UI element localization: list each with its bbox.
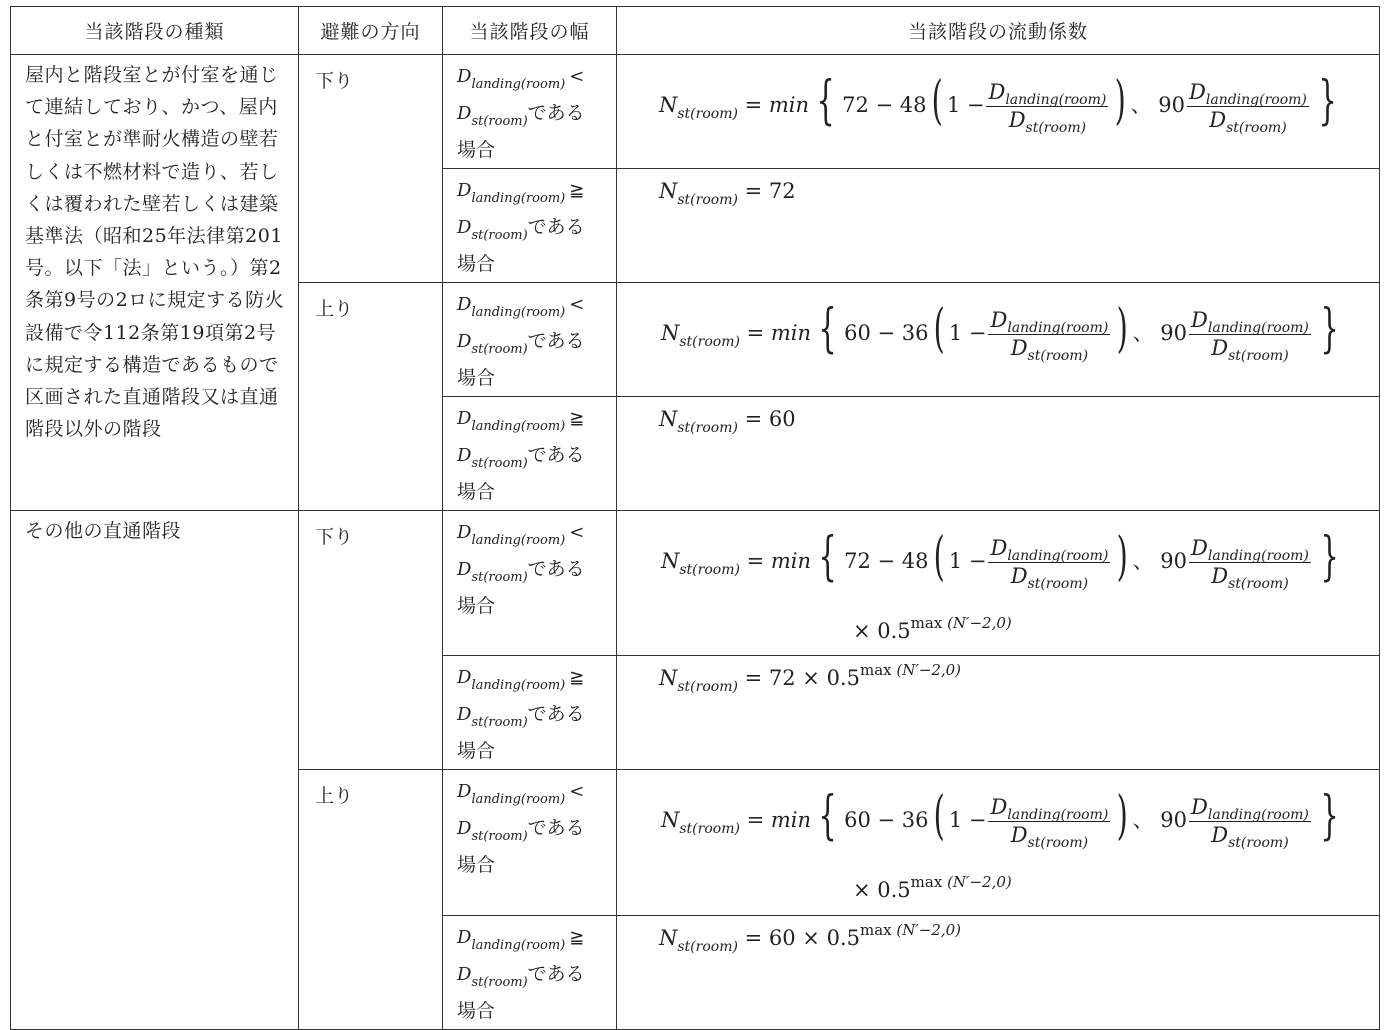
sub-landing: landing(room) xyxy=(471,305,566,320)
sub-st: st(room) xyxy=(679,334,740,350)
sub-st: st(room) xyxy=(677,939,738,955)
direction-down: 下り xyxy=(299,511,443,770)
sub-st: st(room) xyxy=(677,420,738,436)
condition-less-than xyxy=(443,770,617,916)
separator: 、 90 xyxy=(1132,321,1188,345)
comparison-op: < xyxy=(569,294,585,315)
sub-st: st(room) xyxy=(471,829,528,844)
exponent: max (N′−2,0) xyxy=(859,921,962,939)
sub-landing: landing(room) xyxy=(471,792,566,807)
var-d: D xyxy=(457,781,472,802)
multiplier: × $0.5^{max (N'-2,0)}$ xyxy=(853,614,1012,643)
header-width: 当該階段の幅 xyxy=(443,7,617,55)
formula-up-ge: $N_{st(room)} = 60$ xyxy=(617,397,1380,511)
suffix-text: 場合 xyxy=(457,740,496,762)
stair-type-2: その他の直通階段 xyxy=(11,511,299,1030)
var-d: D xyxy=(457,408,472,429)
var-n: N xyxy=(661,808,680,832)
sub-st: st(room) xyxy=(471,570,528,585)
condition-greater-equal xyxy=(443,656,617,770)
var-d: D xyxy=(457,331,472,352)
fraction: $\frac{D_{landing(room)}}{D_{st(room)}}$ xyxy=(990,536,1109,592)
suffix-text: である xyxy=(527,102,585,124)
var-d: D xyxy=(457,927,472,948)
formula-down-ge-n: $N_{st(room)} = 72 \times 0.5^{max (N'-2,0)}$ xyxy=(617,656,1380,770)
suffix-text: 場合 xyxy=(457,367,496,389)
sub-st: st(room) xyxy=(679,562,740,578)
sub-landing: landing(room) xyxy=(471,191,566,206)
var-d: D xyxy=(457,559,472,580)
condition-less-than xyxy=(443,511,617,656)
min-op: min xyxy=(770,549,812,573)
var-n: N xyxy=(659,926,678,950)
suffix-text: である xyxy=(527,444,585,466)
value: 72 xyxy=(768,666,796,690)
fraction: $\frac{D_{landing(room)}}{D_{st(room)}}$ xyxy=(990,308,1109,364)
var-d: D xyxy=(457,667,472,688)
sub-st: st(room) xyxy=(471,456,528,471)
constant-term: 60 − 36 xyxy=(844,808,929,832)
value: 60 xyxy=(768,926,796,950)
separator: 、 90 xyxy=(1130,93,1186,117)
var-d: D xyxy=(457,294,472,315)
sub-st: st(room) xyxy=(677,192,738,208)
suffix-text: である xyxy=(527,330,585,352)
sub-st: st(room) xyxy=(677,106,738,122)
min-op: min xyxy=(770,321,812,345)
sub-st: st(room) xyxy=(471,975,528,990)
direction-up: 上り xyxy=(299,283,443,511)
suffix-text: 場合 xyxy=(457,595,496,617)
suffix-text: である xyxy=(527,817,585,839)
condition-greater-equal xyxy=(443,397,617,511)
stair-type-1: 屋内と階段室とが付室を通じて連結しており、かつ、屋内と付室とが準耐火構造の壁若しくは不燃材料で造り、若しくは覆われた壁若しくは建築基準法（昭和25年法律第201号。以下「法」という。）第2条第9号の2ロに規定する防火設備で令112条第19項第2号に規定する構造であるもので区画された直通階段又は直通階段以外の階段 xyxy=(11,55,299,511)
var-n: N xyxy=(661,549,680,573)
condition-greater-equal xyxy=(443,916,617,1030)
var-d: D xyxy=(457,66,472,87)
value: 60 xyxy=(768,407,796,431)
value: 72 xyxy=(768,179,796,203)
suffix-text: である xyxy=(527,558,585,580)
fraction: $\frac{D_{landing(room)}}{D_{st(room)}}$ xyxy=(1191,536,1309,592)
separator: 、 90 xyxy=(1132,808,1188,832)
var-n: N xyxy=(661,321,680,345)
exponent: max (N′−2,0) xyxy=(859,661,962,679)
sub-landing: landing(room) xyxy=(471,938,566,953)
suffix-text: である xyxy=(527,963,585,985)
var-n: N xyxy=(659,179,678,203)
sub-st: st(room) xyxy=(471,715,528,730)
condition-greater-equal xyxy=(443,169,617,283)
formula-up-less: $N_{st(room)} = \min$ { 60 − 36( 1 − $\frac{D_{landing(room)}}{D_{st(room)}}$ ) 、 90 $\frac{D_{landing(room)}}{D_{st(room)}}$ } xyxy=(617,283,1380,397)
suffix-text: である xyxy=(527,216,585,238)
exponent: max (N′−2,0) xyxy=(910,614,1012,632)
header-direction: 避難の方向 xyxy=(299,7,443,55)
var-d: D xyxy=(457,103,472,124)
sub-st: st(room) xyxy=(471,228,528,243)
suffix-text: 場合 xyxy=(457,139,496,161)
comparison-op: < xyxy=(569,781,585,802)
constant-term: 72 − 48 xyxy=(844,549,929,573)
header-stair-type: 当該階段の種類 xyxy=(11,7,299,55)
sub-landing: landing(room) xyxy=(471,533,566,548)
suffix-text: 場合 xyxy=(457,854,496,876)
comparison-op: ≧ xyxy=(569,180,585,201)
sub-landing: landing(room) xyxy=(471,678,566,693)
fraction: $\frac{D_{landing(room)}}{D_{st(room)}}$ xyxy=(1191,795,1309,851)
var-n: N xyxy=(659,666,678,690)
table-row xyxy=(11,55,1380,169)
comparison-op: < xyxy=(569,522,585,543)
var-d: D xyxy=(457,445,472,466)
constant-term: 60 − 36 xyxy=(844,321,929,345)
min-op: min xyxy=(768,93,810,117)
sub-st: st(room) xyxy=(677,679,738,695)
formula-down-ge: $N_{st(room)} = 72$ xyxy=(617,169,1380,283)
direction-down: 下り xyxy=(299,55,443,283)
constant-term: 72 − 48 xyxy=(842,93,927,117)
table-row xyxy=(11,511,1380,656)
formula-down-less-n: $N_{st(room)} = \min$ { 72 − 48( 1 − $\frac{D_{landing(room)}}{D_{st(room)}}$ ) 、 90 $\frac{D_{landing(room)}}{D_{st(room)}}$ } × $0.5^{max (N'-2,0)}$ xyxy=(617,511,1380,656)
multiplier: × $0.5^{max (N'-2,0)}$ xyxy=(853,873,1012,902)
var-n: N xyxy=(659,407,678,431)
header-row xyxy=(11,7,1380,55)
comparison-op: ≧ xyxy=(569,927,585,948)
condition-less-than xyxy=(443,55,617,169)
condition-less-than xyxy=(443,283,617,397)
header-coefficient: 当該階段の流動係数 xyxy=(617,7,1380,55)
comparison-op: ≧ xyxy=(569,408,585,429)
fraction: $\frac{D_{landing(room)}}{D_{st(room)}}$ xyxy=(1189,80,1307,136)
separator: 、 90 xyxy=(1132,549,1188,573)
formula-down-less: $N_{st(room)} = \min$ { 72 − 48( 1 − $\frac{D_{landing(room)}}{D_{st(room)}}$ ) 、 90 $\frac{D_{landing(room)}}{D_{st(room)}}$ } xyxy=(617,55,1380,169)
suffix-text: 場合 xyxy=(457,1000,496,1022)
sub-st: st(room) xyxy=(679,821,740,837)
var-d: D xyxy=(457,522,472,543)
min-op: min xyxy=(770,808,812,832)
comparison-op: < xyxy=(569,66,585,87)
suffix-text: 場合 xyxy=(457,253,496,275)
sub-landing: landing(room) xyxy=(471,77,566,92)
comparison-op: ≧ xyxy=(569,667,585,688)
var-d: D xyxy=(457,818,472,839)
suffix-text: 場合 xyxy=(457,481,496,503)
formula-up-less-n: $N_{st(room)} = \min$ { 60 − 36( 1 − $\frac{D_{landing(room)}}{D_{st(room)}}$ ) 、 90 $\frac{D_{landing(room)}}{D_{st(room)}}$ } × $0.5^{max (N'-2,0)}$ xyxy=(617,770,1380,916)
formula-up-ge-n: $N_{st(room)} = 60 \times 0.5^{max (N'-2,0)}$ xyxy=(617,916,1380,1030)
var-d: D xyxy=(457,217,472,238)
var-n: N xyxy=(659,93,678,117)
suffix-text: である xyxy=(527,703,585,725)
flow-coefficient-table xyxy=(10,6,1380,1030)
sub-st: st(room) xyxy=(471,114,528,129)
fraction: $\frac{D_{landing(room)}}{D_{st(room)}}$ xyxy=(990,795,1109,851)
var-d: D xyxy=(457,964,472,985)
var-d: D xyxy=(457,704,472,725)
fraction: $\frac{D_{landing(room)}}{D_{st(room)}}$ xyxy=(1191,308,1309,364)
sub-landing: landing(room) xyxy=(471,419,566,434)
exponent: max (N′−2,0) xyxy=(910,873,1012,891)
fraction: $\frac{D_{landing(room)}}{D_{st(room)}}$ xyxy=(988,80,1107,136)
var-d: D xyxy=(457,180,472,201)
direction-up: 上り xyxy=(299,770,443,1030)
sub-st: st(room) xyxy=(471,342,528,357)
